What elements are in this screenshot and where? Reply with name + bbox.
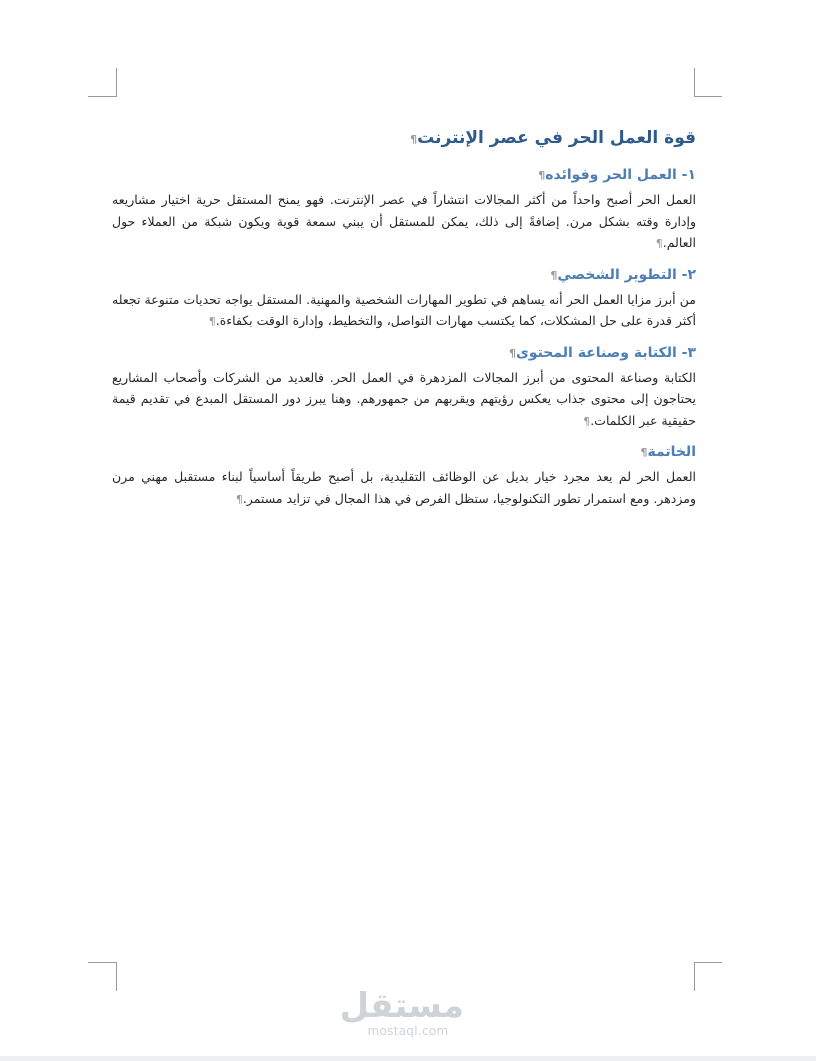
section-heading-conclusion bbox=[112, 441, 696, 464]
paragraph-mark: ¶ bbox=[508, 346, 516, 360]
section-heading-writing-content bbox=[112, 342, 696, 365]
section-heading-personal-development bbox=[112, 264, 696, 287]
section-heading-text: ٣- الكتابة وصناعة المحتوى bbox=[515, 344, 696, 361]
paragraph-text: من أبرز مزايا العمل الحر أنه يساهم في تطوير المهارات الشخصية والمهنية. المستقل يواجه تحديات متنوعة تجعله أكثر قدرة على حل المشكلات، كما يكتسب مهارات التواصل، والتخطيط، وإدارة الوقت بكفاءة. bbox=[112, 291, 696, 328]
paragraph-mark: ¶ bbox=[410, 133, 418, 146]
paragraph-mark: ¶ bbox=[235, 492, 243, 506]
mostaql-watermark bbox=[339, 986, 464, 1038]
paragraph-mark: ¶ bbox=[640, 446, 648, 459]
section-heading-text: الخاتمة bbox=[647, 444, 696, 460]
section-paragraph-freelance-benefits bbox=[112, 189, 696, 255]
section-heading-text: ٢- التطوير الشخصي bbox=[557, 266, 696, 283]
watermark-logo: مستقل bbox=[339, 986, 464, 1026]
page-bottom-edge bbox=[0, 1056, 816, 1061]
section-heading-text: ١- العمل الحر وفوائده bbox=[545, 167, 696, 183]
section-paragraph-personal-development bbox=[112, 289, 696, 333]
paragraph-text: العمل الحر لم يعد مجرد خيار بديل عن الوظائف التقليدية، بل أصبح طريقاً أساسياً لبناء مستقبل مهني مرن ومزدهر. ومع استمرار تطور التكنولوجيا، ستظل الفرص في هذا المجال في تزايد مستمر. bbox=[112, 469, 696, 506]
paragraph-text: العمل الحر أصبح واحداً من أكثر المجالات انتشاراً في عصر الإنترنت. فهو يمنح المستقل حرية اختيار مشاريعه وإدارة وقته بشكل مرن. إضافةً إلى ذلك، يمكن للمستقل أن يبني سمعة قوية ويكون شبكة من العملاء حول العالم. bbox=[112, 192, 696, 250]
paragraph-text: الكتابة وصناعة المحتوى من أبرز المجالات المزدهرة في العمل الحر. فالعديد من الشركات وأصحاب المشاريع يحتاجون إلى محتوى جذاب يعكس رؤيتهم ويقربهم من جمهورهم. وهنا يبرز دور المستقل المبدع في تقديم قيمة حقيقية عبر الكلمات. bbox=[112, 369, 696, 428]
paragraph-mark: ¶ bbox=[538, 169, 546, 182]
section-heading-freelance-benefits bbox=[112, 164, 696, 187]
paragraph-mark: ¶ bbox=[550, 268, 558, 282]
paragraph-mark: ¶ bbox=[208, 315, 216, 328]
paragraph-mark: ¶ bbox=[583, 414, 591, 428]
watermark-url: mostaql.com bbox=[367, 1024, 449, 1038]
document-title-text: قوة العمل الحر في عصر الإنترنت bbox=[417, 128, 696, 148]
section-paragraph-writing-content bbox=[112, 367, 696, 433]
document-title bbox=[112, 124, 696, 154]
paragraph-mark: ¶ bbox=[655, 237, 663, 250]
document-body bbox=[112, 124, 696, 519]
section-paragraph-conclusion bbox=[112, 466, 696, 510]
